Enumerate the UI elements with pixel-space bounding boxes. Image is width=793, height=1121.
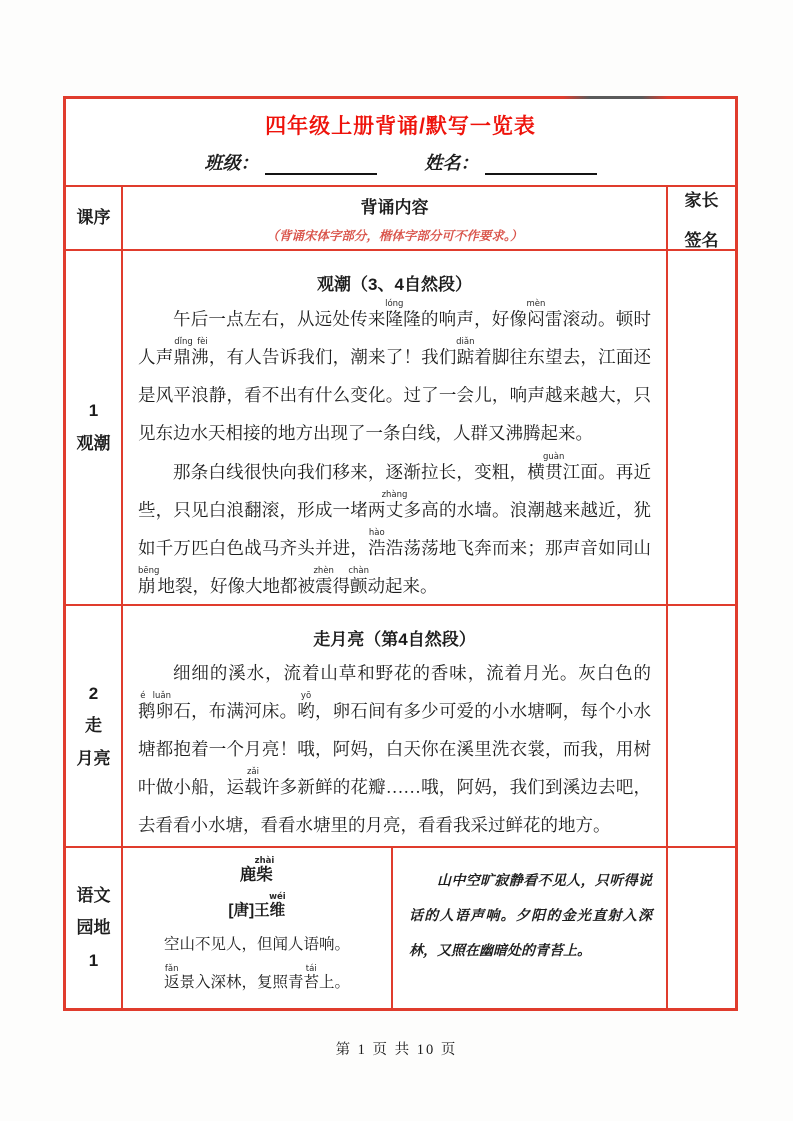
- class-field: [205, 149, 377, 175]
- lesson-1-paragraph-2: 那条白线很快向我们移来，逐渐拉长，变粗，横贯guàn江面。再近些，只见白浪翻滚，形成一堵两丈zhàng多高的水墙。浪潮越来越近，犹如千万匹白色战马齐头并进，浩hào浩荡荡地飞奔而来；那声音如同山崩bēng地裂，好像大地都被震zhèn得颤chàn动起来。: [138, 452, 652, 596]
- poem-author: [唐]王维wéi: [228, 892, 286, 919]
- name-field: [425, 149, 597, 175]
- lesson-1-sign-cell: [666, 251, 735, 604]
- poem-explanation: 山中空旷寂静看不见人，只听得说话的人语声响。夕阳的金光直射入深林，又照在幽暗处的青苔上。: [409, 874, 652, 959]
- lesson-name: 走: [85, 716, 102, 736]
- content-header-note: （背诵宋体字部分，楷体字部分可不作要求。）: [266, 228, 523, 243]
- sign-header-line2: 签名: [684, 230, 719, 250]
- page-title: 四年级上册背诵/默写一览表: [265, 114, 536, 138]
- poem-line-2: 返fǎn景入深林，复照青苔tái上。: [163, 964, 351, 991]
- name-label: 姓名：: [424, 152, 479, 173]
- unit-label-line: 园地: [76, 918, 111, 938]
- yuwenyuandi-sign-cell: [666, 848, 735, 1008]
- lesson-1-body: [123, 251, 666, 605]
- header-col-order: [66, 187, 123, 249]
- table-row-lesson-2: [66, 604, 735, 846]
- lesson-1-title: 观潮（3、4自然段）: [317, 275, 472, 294]
- title-block: [66, 99, 735, 185]
- lesson-2-sign-cell: [666, 606, 735, 846]
- table-row-yuwenyuandi-1: [66, 846, 735, 1008]
- lesson-2-content-cell: [123, 606, 666, 846]
- sign-header-line1: 家长: [684, 190, 719, 210]
- lesson-1-paragraph-1: 午后一点左右，从远处传来隆lóng隆的响声，好像闷mèn雷滚动。顿时人声鼎沸dǐng fèi，有人告诉我们，潮来了！我们踮diǎn着脚往东望去，江面还是风平浪静，看不出有什么变化。过了一会儿，响声越来越大，只见东边水天相接的地方出现了一条白线，人群又沸腾起来。: [138, 299, 652, 443]
- lesson-name: 观潮: [76, 434, 111, 453]
- unit-label-line: 语文: [76, 885, 111, 905]
- class-label: 班级：: [204, 152, 259, 173]
- yuwenyuandi-order-cell: [66, 848, 123, 1008]
- table-header-row: [66, 185, 735, 249]
- recitation-table: [63, 96, 738, 1011]
- scan-artifact: [563, 96, 668, 99]
- poem-line-1: 空山不见人，但闻人语响。: [163, 936, 350, 953]
- lesson-number: 2: [88, 683, 99, 703]
- order-header-label: 课序: [76, 208, 111, 228]
- poem-cell: [123, 848, 393, 1008]
- lesson-2-body: [123, 606, 666, 844]
- lesson-2-paragraph-1: 细细的溪水，流着山草和野花的香味，流着月光。灰白色的鹅卵é luǎn石，布满河床。哟yō，卵石间有多少可爱的小水塘啊，每个小水塘都抱着一个月亮！哦，阿妈，白天你在溪里洗衣裳，而我，用树叶做小船，运载zǎi许多新鲜的花瓣……哦，阿妈，我们到溪边去吧，去看看小水塘，看看水塘里的月亮，看看我采过鲜花的地方。: [138, 663, 652, 835]
- poem-explanation-cell: [393, 848, 666, 1008]
- lesson-2-order-cell: [66, 606, 123, 846]
- table-row-lesson-1: [66, 249, 735, 604]
- lesson-name: 月亮: [76, 748, 111, 768]
- header-col-content: [123, 187, 666, 249]
- content-header-label: 背诵内容: [360, 197, 429, 217]
- header-col-sign: [666, 187, 735, 249]
- lesson-1-order-cell: [66, 251, 123, 604]
- page-number: 第 1 页 共 10 页: [335, 1042, 458, 1058]
- lesson-1-content-cell: [123, 251, 666, 604]
- class-blank-line: [265, 155, 377, 175]
- yuwenyuandi-content-cell: [123, 848, 666, 1008]
- poem-title: 鹿柴zhài: [239, 856, 275, 884]
- lesson-2-title: 走月亮（第4自然段）: [313, 630, 476, 649]
- unit-label-line: 1: [88, 950, 99, 970]
- name-blank-line: [485, 155, 597, 175]
- class-name-line: [205, 149, 597, 175]
- lesson-number: 1: [88, 401, 99, 421]
